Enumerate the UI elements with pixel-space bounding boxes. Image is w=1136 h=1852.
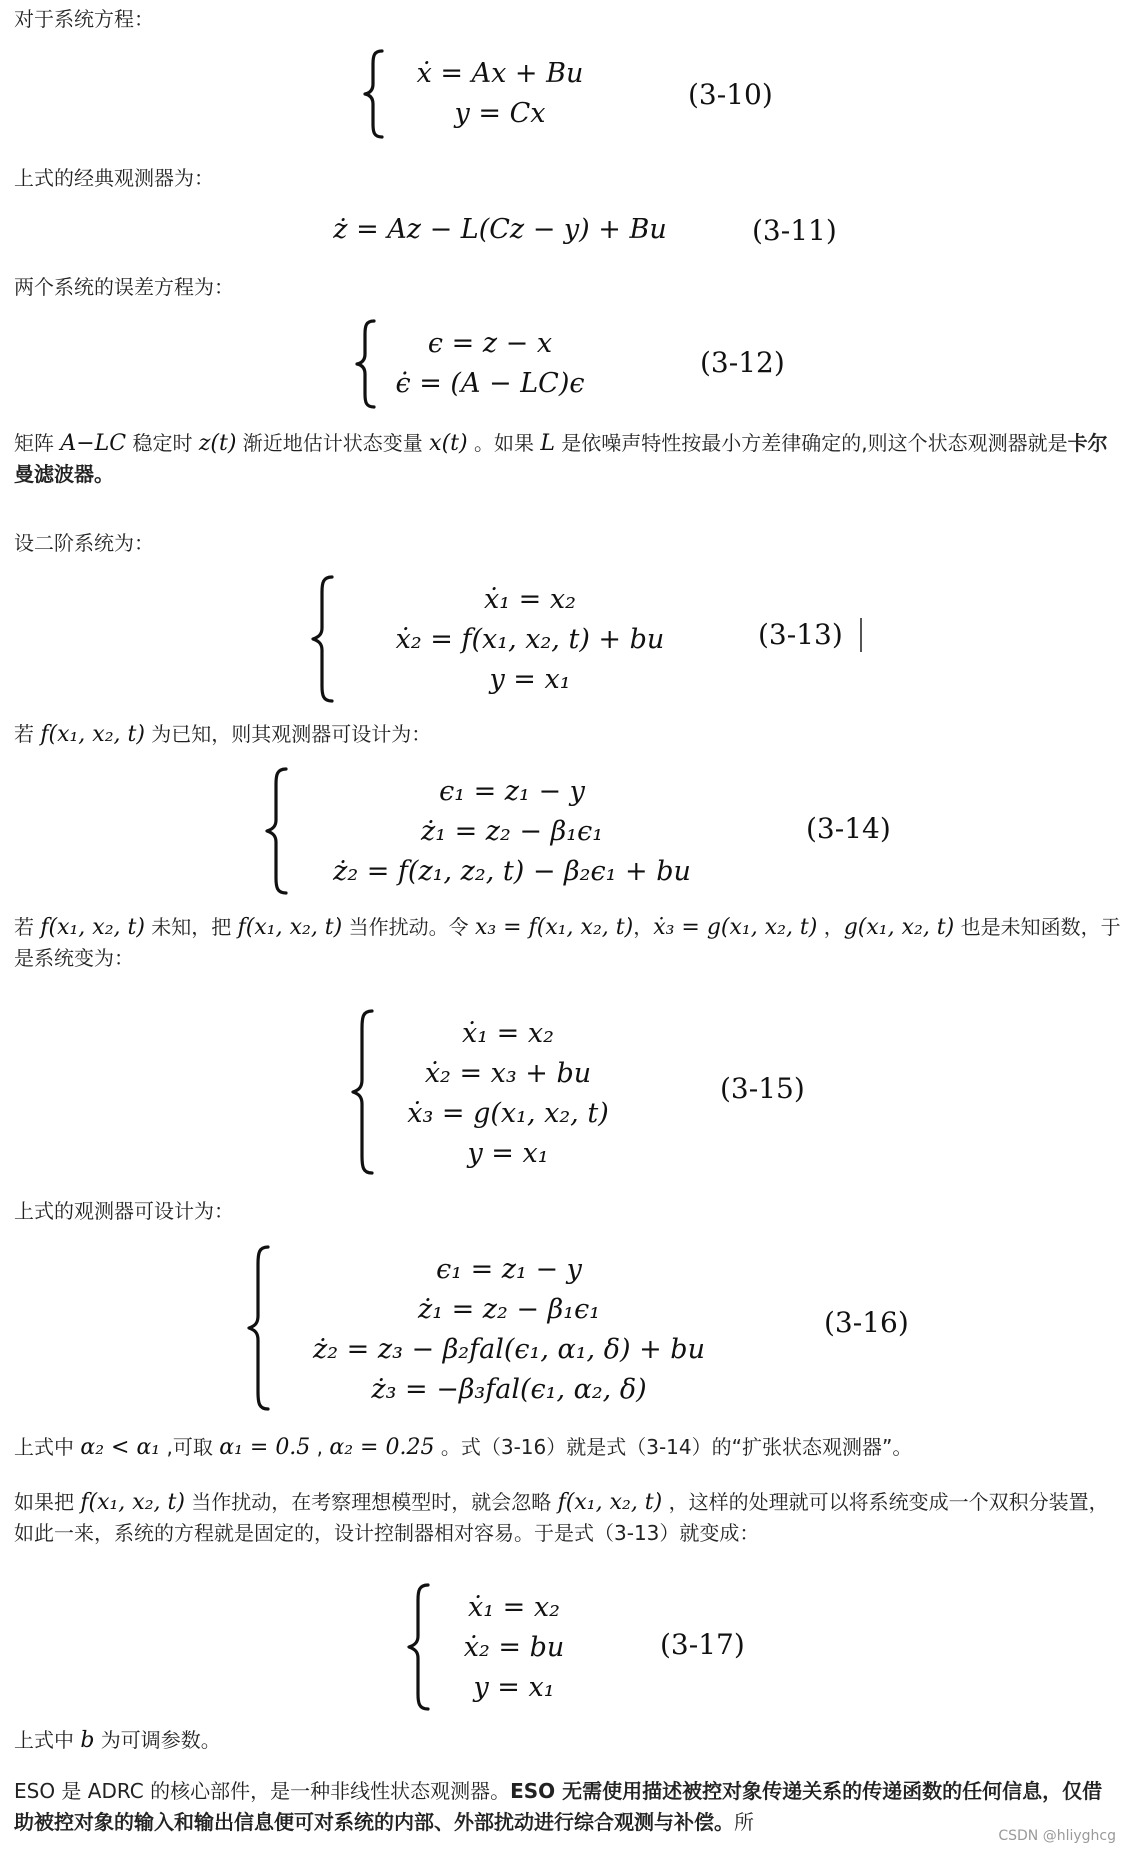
paragraph-intro: 对于系统方程： [14,7,154,31]
equation-number: (3-12) [700,346,785,379]
equation-line: y = x₁ [489,664,571,695]
equation-3-13 [0,574,1136,695]
equation-line: ẋ = Ax + Bu [416,58,584,89]
equation-number: (3-16) [824,1306,909,1339]
inline-math: A−LC [60,431,127,456]
equation-3-16 [0,1244,1136,1405]
equation-number: (3-13) [758,618,843,651]
inline-math: α₂ = 0.25 [329,1435,435,1460]
paragraph-unknown-f: 若 f(x₁, x₂, t) 未知，把 f(x₁, x₂, t) 当作扰动。令 x₃ = f(x₁, x₂, t)，ẋ₃ = g(x₁, x₂, t) ，g(x₁, x₂, t) 也是未知函数，于是系统变为： [14,915,1121,970]
paragraph-second-order: 设二阶系统为： [14,531,154,555]
equation-line: y = x₁ [473,1672,555,1703]
equation-3-14 [0,766,1136,887]
bold-term: 卡尔曼滤波器。 [14,431,1108,486]
equation-line: ż₁ = z₂ − β₁ϵ₁ [420,816,604,847]
equation-line: ż₃ = −β₃fal(ϵ₁, α₂, δ) [371,1374,647,1405]
equation-line: ẋ₁ = x₂ [484,584,576,615]
equation-number: (3-14) [806,812,891,845]
equation-line: ẋ₁ = x₂ [468,1592,560,1623]
paragraph-alpha: 上式中 α₂ < α₁ ,可取 α₁ = 0.5 , α₂ = 0.25 。式（3-16）就是式（3-14）的“扩张状态观测器”。 [14,1435,913,1460]
paragraph-b-param: 上式中 b 为可调参数。 [14,1728,221,1753]
equation-3-15 [0,1008,1136,1169]
equation-line: ϵ₁ = z₁ − y [436,1254,582,1285]
inline-math: f(x₁, x₂, t) [40,722,145,747]
equation-line: ẋ₂ = bu [463,1632,565,1663]
text-cursor [860,618,862,652]
paragraph-double-integrator: 如果把 f(x₁, x₂, t) 当作扰动，在考察理想模型时，就会忽略 f(x₁, x₂, t) ，这样的处理就可以将系统变成一个双积分装置，如此一来，系统的方程就是固定的，设计控制器相对容易。于是式（3-13）就变成： [14,1490,1109,1545]
equation-number: (3-11) [752,214,837,247]
equation-line: ϵ = z − x [427,328,553,359]
equation-line: ż₂ = z₃ − β₂fal(ϵ₁, α₁, δ) + bu [313,1334,705,1365]
equation-3-10 [0,48,1136,129]
equation-number: (3-17) [660,1628,745,1661]
inline-math: ẋ₃ = g(x₁, x₂, t) [653,915,818,940]
equation-number: (3-10) [688,78,773,111]
watermark: CSDN @hliyghcg [998,1828,1116,1844]
paragraph-eso: ESO 是 ADRC 的核心部件，是一种非线性状态观测器。ESO 无需使用描述被控对象传递关系的传递函数的任何信息，仅借助被控对象的输入和输出信息便可对系统的内部、外部扰动进行综合观测与补偿。所 [14,1779,1103,1834]
left-brace [350,1008,374,1176]
equation-line: ẋ₂ = f(x₁, x₂, t) + bu [395,624,665,655]
inline-math: x(t) [429,431,468,456]
paragraph-known-f: 若 f(x₁, x₂, t) 为已知，则其观测器可设计为： [14,722,432,747]
equation-line: ϵ₁ = z₁ − y [439,776,585,807]
paragraph-classic-observer: 上式的经典观测器为： [14,166,214,190]
inline-math: f(x₁, x₂, t) [40,915,145,940]
equation-line: ż = Az − L(Cz − y) + Bu [333,214,667,245]
left-brace [406,1582,430,1712]
inline-math: f(x₁, x₂, t) [80,1490,185,1515]
left-brace [310,574,334,704]
inline-math: g(x₁, x₂, t) [843,915,955,940]
paragraph-observer-design: 上式的观测器可设计为： [14,1199,234,1223]
equation-line: ẋ₃ = g(x₁, x₂, t) [407,1098,609,1129]
equation-line: ẋ₂ = x₃ + bu [424,1058,592,1089]
inline-math: α₁ = 0.5 [219,1435,311,1460]
paragraph-error-equation: 两个系统的误差方程为： [14,275,234,299]
inline-math: L [540,431,555,456]
equation-3-12 [0,318,1136,399]
left-brace [362,48,384,140]
inline-math: z(t) [198,431,237,456]
equation-line: ϵ̇ = (A − LC)ϵ [395,368,585,399]
bold-statement: ESO 无需使用描述被控对象传递关系的传递函数的任何信息，仅借助被控对象的输入和输出信息便可对系统的内部、外部扰动进行综合观测与补偿。 [14,1779,1103,1834]
inline-math: x₃ = f(x₁, x₂, t) [474,915,634,940]
equation-line: ż₁ = z₂ − β₁ϵ₁ [417,1294,601,1325]
inline-math: b [80,1728,95,1753]
left-brace [264,766,288,896]
inline-math: α₂ < α₁ [80,1435,161,1460]
equation-number: (3-15) [720,1072,805,1105]
equation-line: y = Cx [454,98,546,129]
left-brace [354,318,376,410]
left-brace [246,1244,270,1412]
equation-3-11 [0,210,1136,247]
paragraph-kalman: 矩阵 A−LC 稳定时 z(t) 渐近地估计状态变量 x(t) 。如果 L 是依噪声特性按最小方差律确定的,则这个状态观测器就是卡尔曼滤波器。 [14,431,1108,486]
inline-math: f(x₁, x₂, t) [237,915,343,940]
equation-line: y = x₁ [467,1138,549,1169]
inline-math: f(x₁, x₂, t) [557,1490,663,1515]
equation-line: ẋ₁ = x₂ [462,1018,554,1049]
equation-line: ż₂ = f(z₁, z₂, t) − β₂ϵ₁ + bu [333,856,691,887]
equation-3-17 [0,1582,1136,1703]
